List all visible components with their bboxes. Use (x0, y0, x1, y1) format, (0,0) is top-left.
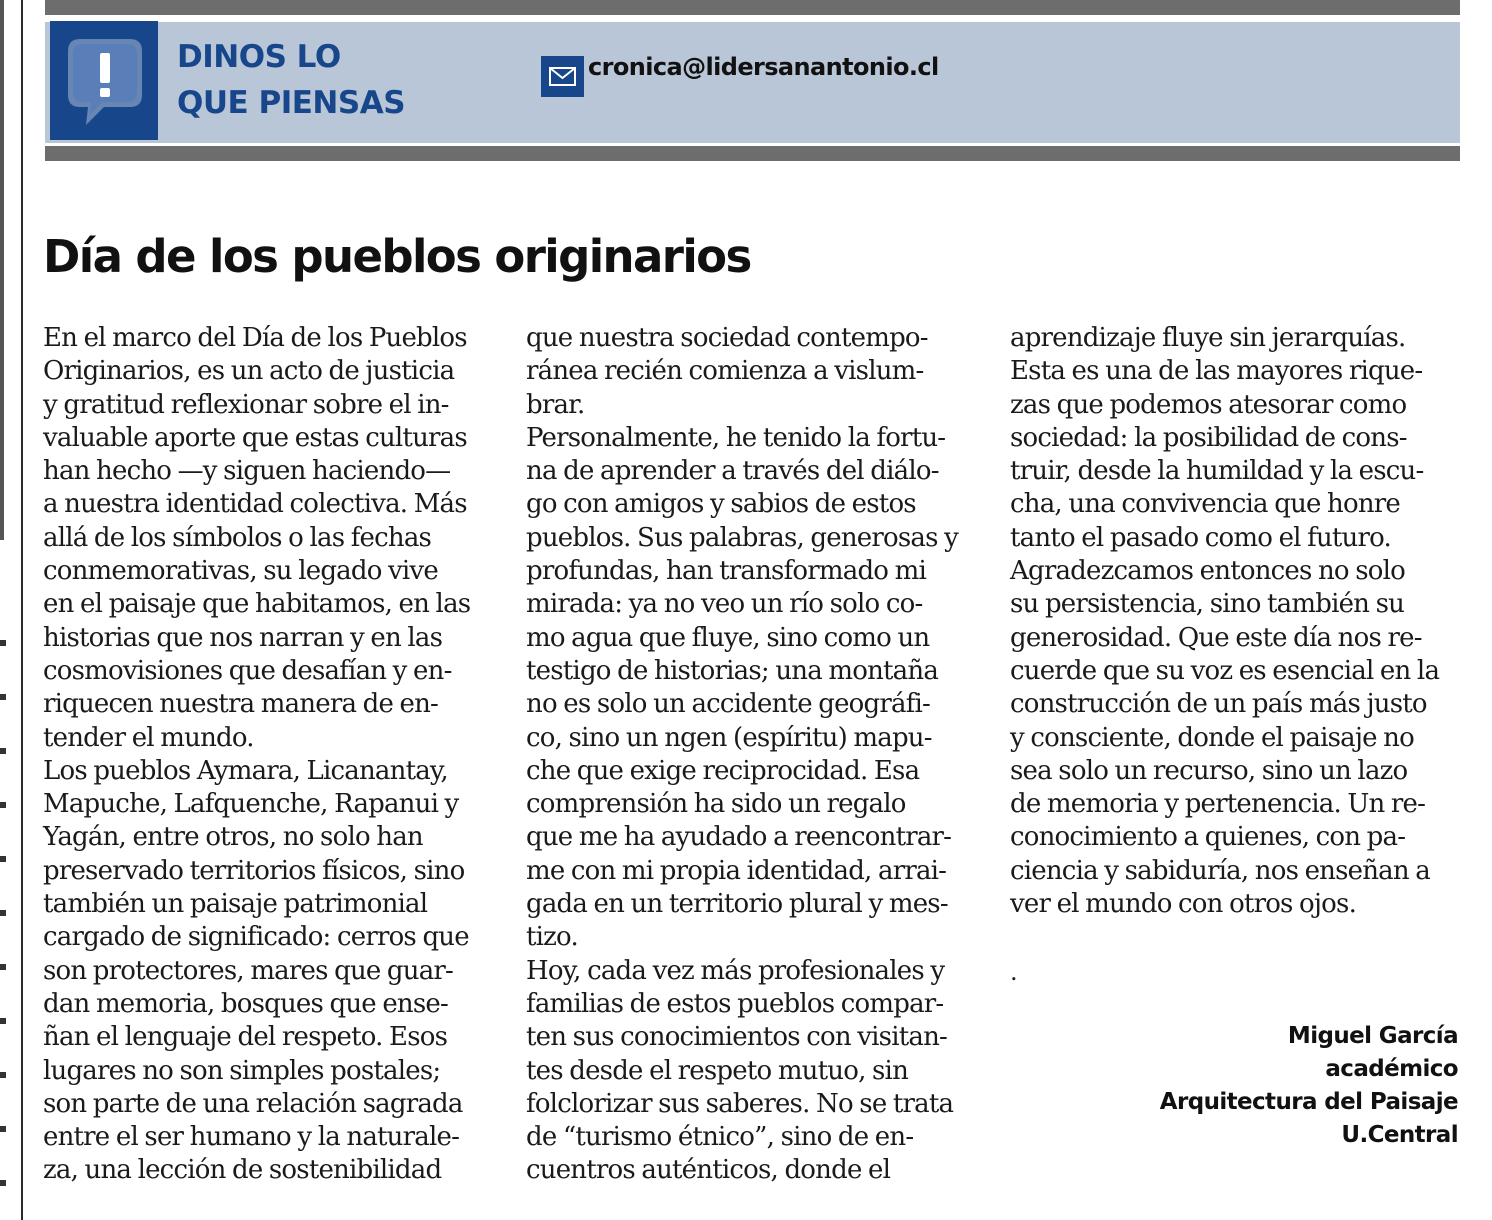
text-line: ten sus conocimientos con visitan- (526, 1022, 948, 1053)
text-line: y consciente, donde el paisaje no (1010, 722, 1414, 753)
text-line: Originarios, es un acto de justicia (43, 356, 455, 387)
header-bottom-rule (45, 146, 1460, 161)
text-line: lugares no son simples postales; (43, 1055, 441, 1086)
text-line: profundas, han transformado mi (526, 556, 926, 587)
text-line: no es solo un accidente geográfi- (526, 689, 931, 720)
text-line: de “turismo étnico”, sino de en- (526, 1122, 914, 1153)
section-icon-box (50, 21, 158, 140)
text-line: preservado territorios físicos, sino (43, 855, 465, 886)
text-line: tes desde el respeto mutuo, sin (526, 1055, 909, 1086)
section-title (177, 34, 405, 126)
text-line: comprensión ha sido un regalo (526, 789, 906, 820)
mail-icon (541, 56, 584, 97)
text-line: me con mi propia identidad, arrai- (526, 855, 947, 886)
text-line: historias que nos narran y en las (43, 622, 443, 653)
author-signature (1160, 1020, 1458, 1152)
text-line: que me ha ayudado a reencontrar- (526, 822, 952, 853)
text-line: go con amigos y sabios de estos (526, 489, 916, 520)
text-line: aprendizaje fluye sin jerarquías. (1010, 323, 1406, 353)
text-line: construcción de un país más justo (1010, 689, 1427, 720)
text-line: mo agua que fluye, sino como un (526, 622, 930, 653)
text-line: tanto el pasado como el futuro. (1010, 522, 1391, 553)
speech-bubble-exclamation-icon (66, 37, 144, 129)
text-line: Mapuche, Lafquenche, Rapanui y (43, 789, 459, 820)
article-column-3 (1010, 322, 1460, 921)
text-line: en el paisaje que habitamos, en las (43, 589, 471, 620)
text-line: conocimiento a quienes, con pa- (1010, 822, 1406, 853)
text-line: mirada: ya no veo un río solo co- (526, 589, 923, 620)
text-line: co, sino un ngen (espíritu) mapu- (526, 722, 932, 753)
text-line: Personalmente, he tenido la fortu- (526, 422, 946, 453)
stray-mark: . (1010, 958, 1018, 986)
text-line: za, una lección de sostenibilidad (43, 1155, 442, 1186)
text-line: que nuestra sociedad contempo- (526, 323, 928, 353)
text-line: Agradezcamos entonces no solo (1010, 556, 1406, 587)
text-line: también un paisaje patrimonial (43, 889, 428, 920)
text-line: valuable aporte que estas culturas (43, 422, 467, 453)
text-line: cosmovisiones que desafían y en- (43, 655, 452, 686)
header-top-rule (45, 0, 1460, 15)
text-line: cargado de significado: cerros que (43, 922, 469, 953)
page-gutter-rule (21, 0, 23, 1220)
article-column-2 (526, 322, 988, 1188)
text-line: son protectores, mares que guar- (43, 955, 454, 986)
text-line: testigo de historias; una montaña (526, 655, 939, 686)
text-line: folclorizar sus saberes. No se trata (526, 1088, 954, 1119)
text-line: sea solo un recurso, sino un lazo (1010, 755, 1408, 786)
text-line: ver el mundo con otros ojos. (1010, 889, 1357, 920)
paragraph (526, 422, 988, 955)
author-name: Miguel García (1287, 1023, 1458, 1049)
text-line: tizo. (526, 922, 578, 953)
author-role: académico (1325, 1056, 1458, 1082)
text-line: cuerde que su voz es esencial en la (1010, 655, 1440, 686)
paragraph (1010, 555, 1460, 921)
text-line: han hecho —y siguen haciendo— (43, 456, 451, 487)
text-line: Yagán, entre otros, no solo han (43, 822, 423, 853)
paragraph (1010, 322, 1460, 555)
text-line: Los pueblos Aymara, Licanantay, (43, 755, 448, 786)
text-line: ránea recién comienza a vislum- (526, 356, 924, 387)
text-line: che que exige reciprocidad. Esa (526, 755, 920, 786)
text-line: Esta es una de las mayores rique- (1010, 356, 1423, 387)
contact-email[interactable]: cronica@lidersanantonio.cl (588, 53, 939, 81)
text-line: brar. (526, 389, 585, 420)
text-line: son parte de una relación sagrada (43, 1088, 463, 1119)
article-headline: Día de los pueblos originarios (43, 230, 751, 283)
text-line: conmemorativas, su legado vive (43, 556, 438, 587)
text-line: cuentros auténticos, donde el (526, 1155, 891, 1186)
text-line: generosidad. Que este día nos re- (1010, 622, 1422, 653)
author-institution: U.Central (1341, 1122, 1458, 1148)
text-line: su persistencia, sino también su (1010, 589, 1405, 620)
text-line: truir, desde la humildad y la escu- (1010, 456, 1424, 487)
text-line: entre el ser humano y la naturale- (43, 1122, 460, 1153)
author-department: Arquitectura del Paisaje (1159, 1089, 1458, 1115)
text-line: En el marco del Día de los Pueblos (43, 323, 467, 353)
text-line: a nuestra identidad colectiva. Más (43, 489, 467, 520)
paragraph (526, 322, 988, 422)
text-line: allá de los símbolos o las fechas (43, 522, 432, 553)
text-line: familias de estos pueblos compar- (526, 988, 944, 1019)
adjacent-page-marks (0, 640, 6, 1200)
adjacent-page-edge (0, 0, 4, 540)
section-title-line-2: QUE PIENSAS (177, 85, 406, 121)
text-line: pueblos. Sus palabras, generosas y (526, 522, 959, 553)
text-line: zas que podemos atesorar como (1010, 389, 1407, 420)
text-line: riquecen nuestra manera de en- (43, 689, 439, 720)
section-title-line-1: DINOS LO (177, 39, 341, 75)
text-line: Hoy, cada vez más profesionales y (526, 955, 945, 986)
text-line: ciencia y sabiduría, nos enseñan a (1010, 855, 1430, 886)
text-line: ñan el lenguaje del respeto. Esos (43, 1022, 448, 1053)
text-line: gada en un territorio plural y mes- (526, 889, 948, 920)
paragraph (43, 755, 505, 1188)
paragraph (526, 955, 988, 1188)
text-line: de memoria y pertenencia. Un re- (1010, 789, 1426, 820)
paragraph (43, 322, 505, 755)
text-line: sociedad: la posibilidad de cons- (1010, 422, 1407, 453)
text-line: y gratitud reflexionar sobre el in- (43, 389, 449, 420)
text-line: dan memoria, bosques que ense- (43, 988, 448, 1019)
text-line: cha, una convivencia que honre (1010, 489, 1401, 520)
text-line: tender el mundo. (43, 722, 254, 753)
text-line: na de aprender a través del diálo- (526, 456, 939, 487)
article-column-1 (43, 322, 505, 1188)
